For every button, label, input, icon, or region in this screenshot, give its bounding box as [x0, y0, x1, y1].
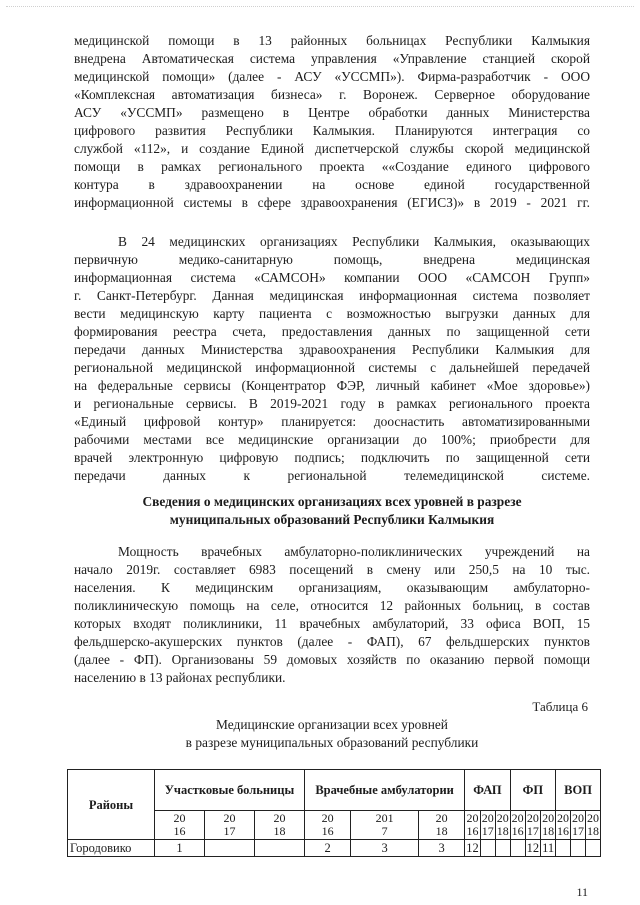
year-cell	[351, 811, 419, 840]
year-part: 16	[511, 824, 524, 838]
table-cell	[556, 840, 571, 857]
year-part: 16	[173, 824, 186, 838]
year-part: 17	[481, 824, 494, 838]
year-cell	[525, 811, 541, 840]
heading-line: муниципальных образований Республики Калмыкия	[169, 512, 495, 527]
caption-line: в разрезе муниципальных образований республики	[185, 735, 479, 750]
text-line: которых входят поликлиники, 11 врачебных амбулаторий, 33 офиса ВОП, 15	[74, 616, 590, 631]
text-line: В 24 медицинских организациях Республики Калмыкия, оказывающих	[118, 234, 590, 249]
text-line: врачей электронную цифровую подпись; подключить по защищенной сети	[74, 450, 590, 465]
text-line: контура в здравоохранении на основе единой государственной	[74, 177, 590, 192]
year-part: 20	[481, 811, 494, 825]
text-line	[74, 212, 590, 230]
year-part: 18	[586, 824, 599, 838]
year-part: 17	[223, 824, 236, 838]
column-header: Врачебные амбулатории	[304, 770, 464, 811]
year-part: 20	[542, 811, 555, 825]
text-line: формирования реестра счета, предоставления данных по защищенной сети	[74, 324, 590, 339]
year-cell	[155, 811, 205, 840]
year-part: 20	[435, 811, 448, 825]
year-cell	[571, 811, 586, 840]
year-cell	[418, 811, 464, 840]
column-header: ВОП	[556, 770, 601, 811]
year-part: 18	[542, 824, 555, 838]
text-line: медицинской помощи в 13 районных больницах Республики Калмыкия	[74, 33, 590, 48]
year-part: 20	[586, 811, 599, 825]
year-cell	[556, 811, 571, 840]
year-cell	[254, 811, 304, 840]
table-row	[68, 840, 601, 857]
year-part: 17	[526, 824, 539, 838]
paragraph-1	[74, 32, 590, 230]
text-line: фельдшерско-акушерских пунктов (далее - ФАП), 67 фельдшерских пунктов	[74, 634, 590, 649]
year-part: 18	[273, 824, 286, 838]
table-cell	[204, 840, 254, 857]
table-cell: 12	[466, 840, 479, 855]
text-line: внедрена Автоматическая система управления «Управление станцией скорой	[74, 51, 590, 66]
table-cell	[480, 840, 495, 857]
year-cell	[204, 811, 254, 840]
table-cell: 1	[155, 840, 205, 857]
year-part: 17	[571, 824, 584, 838]
table-cell	[510, 840, 525, 857]
table-cell: 12	[526, 840, 540, 855]
text-line: рабочими местами все медицинские организации до 100%; приобрести для	[74, 432, 590, 447]
column-header: Участковые больницы	[155, 770, 305, 811]
year-part: 16	[466, 824, 479, 838]
column-header: ФАП	[465, 770, 510, 811]
table-cell	[585, 840, 600, 857]
table-cell	[495, 840, 510, 857]
paragraph-2	[74, 233, 590, 521]
year-part: 20	[496, 811, 509, 825]
text-line: населения. К медицинским организациям, оказывающим амбулаторно-	[74, 580, 590, 595]
text-line: службой «112», и создание Единой диспетчерской службы скорой медицинской	[74, 141, 590, 156]
text-line: помощи в рамках регионального проекта ««Создание единого цифрового	[74, 159, 590, 174]
year-cell	[495, 811, 510, 840]
year-cell	[541, 811, 556, 840]
year-part: 20	[557, 811, 570, 825]
table-cell: 11	[542, 840, 555, 855]
text-line: (далее - ФП). Организованы 59 домовых хозяйств по оказанию первой помощи	[74, 652, 590, 667]
text-line: передачи данных к региональной телемедицинской системе.	[74, 468, 590, 483]
text-line: «Комплексная автоматизация бизнеса» г. Воронеж. Серверное оборудование	[74, 87, 590, 102]
text-line: АСУ «УССМП» размещено в Центре обработки данных Министерства	[74, 105, 590, 120]
district-cell: Городовико	[68, 840, 155, 857]
year-part: 20	[466, 811, 479, 825]
text-line: медицинской помощи» (далее - АСУ «УССМП»). Фирма-разработчик - ООО	[74, 69, 590, 84]
organizations-table	[67, 769, 601, 857]
year-part: 20	[173, 811, 186, 825]
table-cell	[254, 840, 304, 857]
text-line: и региональные сервисы. В 2019-2021 году в рамках регионального проекта	[74, 396, 590, 411]
year-part: 20	[321, 811, 334, 825]
text-line: цифрового развития Республики Калмыкия. Планируются интеграция со	[74, 123, 590, 138]
text-line: «Единый цифровой контур» планируется: дооснастить автоматизированными	[74, 414, 590, 429]
table-caption	[74, 716, 590, 752]
year-part: 20	[273, 811, 286, 825]
year-part: 18	[435, 824, 448, 838]
text-line: населению в 13 районах республики.	[74, 670, 286, 685]
table-cell	[571, 840, 586, 857]
paragraph-3	[74, 543, 590, 687]
table-cell: 3	[351, 840, 419, 857]
text-line: передачи данных Министерства здравоохранения Республики Калмыкия для	[74, 342, 590, 357]
column-header: Районы	[68, 770, 155, 840]
text-line: Мощность врачебных амбулаторно-поликлинических учреждений на	[118, 544, 590, 559]
year-cell	[585, 811, 600, 840]
caption-line: Медицинские организации всех уровней	[216, 717, 448, 732]
year-cell	[480, 811, 495, 840]
year-part: 16	[321, 824, 334, 838]
column-header: ФП	[510, 770, 555, 811]
year-cell	[510, 811, 525, 840]
table-cell: 3	[418, 840, 464, 857]
year-cell	[304, 811, 350, 840]
year-part: 7	[381, 824, 388, 838]
text-line: на федеральные сервисы (Концентратор ФЭР, личный кабинет «Мое здоровье»)	[74, 378, 590, 393]
text-line: вести медицинскую карту пациента с возможностью выгрузки данных для	[74, 306, 590, 321]
text-line: начало 2019г. составляет 6983 посещений в смену или 250,5 на 10 тыс.	[74, 562, 590, 577]
year-part: 20	[526, 811, 539, 825]
heading-line: Сведения о медицинских организациях всех уровней в разрезе	[142, 494, 522, 509]
scan-edge	[6, 6, 634, 11]
table-cell: 2	[304, 840, 350, 857]
text-line: г. Санкт-Петербург. Данная медицинская информационная система позволяет	[74, 288, 590, 303]
section-heading	[74, 493, 590, 529]
table-number: Таблица 6	[532, 699, 588, 714]
year-part: 20	[511, 811, 524, 825]
text-line: поликлиническую помощь на селе, относится 12 районных больниц, в состав	[74, 598, 590, 613]
text-line: региональной медицинской информационной системы с дальнейшей передачей	[74, 360, 590, 375]
year-part: 201	[375, 811, 394, 825]
page-number: 11	[576, 885, 588, 899]
text-line: информационной системы в сфере здравоохранения (ЕГИСЗ)» в 2019 - 2021 гг.	[74, 195, 590, 210]
text-line: первичную медико-санитарную помощь, внедрена медицинская	[74, 252, 590, 267]
text-line: информационная система «САМСОН» компании ООО «САМСОН Групп»	[74, 270, 590, 285]
year-part: 18	[496, 824, 509, 838]
year-part: 16	[557, 824, 570, 838]
year-cell	[465, 811, 481, 840]
year-part: 20	[571, 811, 584, 825]
year-part: 20	[223, 811, 236, 825]
